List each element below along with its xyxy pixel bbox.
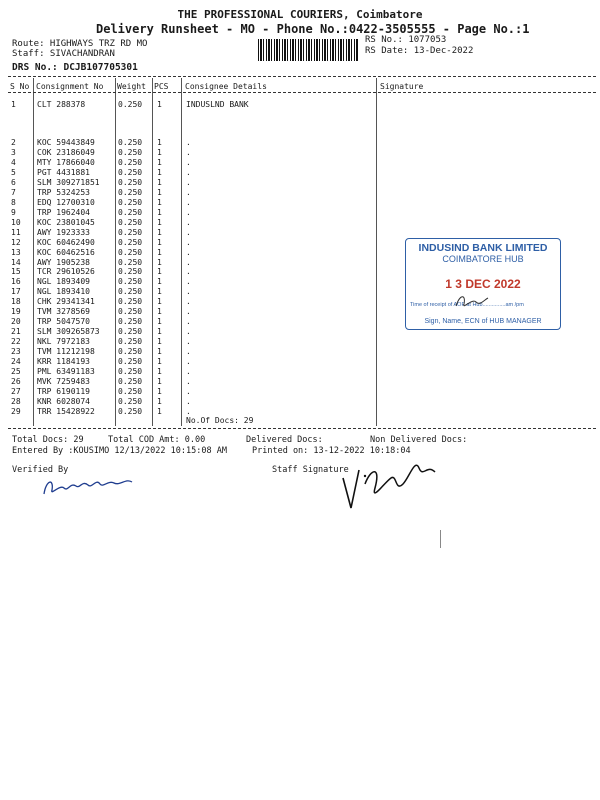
row-weight: 0.250 — [118, 396, 143, 406]
row-sno: 6 — [11, 177, 16, 187]
row-details: . — [186, 187, 191, 197]
row-sno: 10 — [11, 217, 21, 227]
row-details: . — [186, 406, 191, 416]
stamp-bank-name: INDUSIND BANK LIMITED — [418, 242, 548, 254]
row-sno: 18 — [11, 297, 21, 307]
staff-signature — [335, 448, 445, 513]
row-sno: 4 — [11, 157, 16, 167]
row-consignment: KOC 23801045 — [37, 217, 95, 227]
non-delivered-docs: Non Delivered Docs: — [370, 435, 468, 445]
row-weight: 0.250 — [118, 227, 143, 237]
table-row — [0, 138, 600, 148]
row-details: . — [186, 367, 191, 377]
row-weight: 0.250 — [118, 187, 143, 197]
staff-signature-label: Staff Signature — [272, 465, 349, 475]
table-row — [0, 100, 600, 110]
row-pcs: 1 — [157, 347, 162, 357]
row-consignment: KOC 60462490 — [37, 237, 95, 247]
row-sno: 7 — [11, 187, 16, 197]
row-pcs: 1 — [157, 100, 162, 109]
table-row — [0, 377, 600, 387]
row-pcs: 1 — [157, 207, 162, 217]
row-details: . — [186, 387, 191, 396]
row-pcs: 1 — [157, 396, 162, 406]
row-sno: 28 — [11, 396, 21, 406]
table-row — [0, 178, 600, 188]
row-consignment: KRR 1184193 — [37, 357, 90, 367]
row-details: . — [186, 247, 191, 257]
col-header-sno: S No — [10, 82, 30, 91]
row-weight: 0.250 — [118, 277, 143, 287]
row-details: . — [186, 287, 191, 297]
table-row — [0, 367, 600, 377]
table-row — [0, 198, 600, 208]
row-details: . — [186, 357, 191, 367]
row-consignment: KNR 6028074 — [37, 396, 90, 406]
row-pcs: 1 — [157, 267, 162, 277]
row-pcs: 1 — [157, 167, 162, 177]
drs-number: DRS No.: DCJB107705301 — [12, 62, 138, 73]
row-sno: 27 — [11, 387, 21, 396]
row-consignment: SLM 309271851 — [37, 177, 100, 187]
row-pcs: 1 — [157, 187, 162, 197]
row-sno: 1 — [11, 100, 16, 109]
entered-by: Entered By :KOUSIMO 12/13/2022 10:15:08 AM — [12, 446, 227, 456]
row-sno: 14 — [11, 257, 21, 267]
row-details: . — [186, 157, 191, 167]
row-consignment: TRP 5324253 — [37, 187, 90, 197]
table-row — [0, 168, 600, 178]
row-sno: 29 — [11, 406, 21, 416]
row-weight: 0.250 — [118, 247, 143, 257]
row-consignment: NGL 1893409 — [37, 277, 90, 287]
row-details: . — [186, 267, 191, 277]
row-details: . — [186, 317, 191, 327]
table-row — [0, 347, 600, 357]
row-sno: 5 — [11, 167, 16, 177]
row-details: . — [186, 257, 191, 267]
row-weight: 0.250 — [118, 337, 143, 347]
col-header-signature: Signature — [380, 82, 424, 91]
row-weight: 0.250 — [118, 387, 143, 396]
row-sno: 12 — [11, 237, 21, 247]
pen-mark — [440, 530, 441, 548]
row-weight: 0.250 — [118, 406, 143, 416]
row-consignment: CHK 29341341 — [37, 297, 95, 307]
stamp-hub: COIMBATORE HUB — [442, 254, 524, 264]
row-weight: 0.250 — [118, 297, 143, 307]
total-cod: Total COD Amt: 0.00 — [108, 435, 206, 445]
row-sno: 15 — [11, 267, 21, 277]
row-consignment: PML 63491183 — [37, 367, 95, 377]
row-pcs: 1 — [157, 357, 162, 367]
row-consignment: AWY 1905238 — [37, 257, 90, 267]
row-weight: 0.250 — [118, 307, 143, 317]
row-weight: 0.250 — [118, 377, 143, 387]
printed-on: Printed on: 13-12-2022 10:18:04 — [252, 446, 411, 456]
row-consignment: COK 23186049 — [37, 147, 95, 157]
col-header-pcs: PCS — [154, 82, 169, 91]
row-pcs: 1 — [157, 157, 162, 167]
row-consignment: TRP 6190119 — [37, 387, 90, 396]
row-consignment: AWY 1923333 — [37, 227, 90, 237]
divider-header — [8, 92, 596, 93]
row-consignment: EDQ 12700310 — [37, 197, 95, 207]
table-row — [0, 228, 600, 238]
row-details: . — [186, 297, 191, 307]
row-pcs: 1 — [157, 327, 162, 337]
divider-top — [8, 76, 596, 77]
row-sno: 3 — [11, 147, 16, 157]
row-pcs: 1 — [157, 177, 162, 187]
col-header-details: Consignee Details — [185, 82, 267, 91]
row-pcs: 1 — [157, 227, 162, 237]
rs-date: RS Date: 13-Dec-2022 — [365, 46, 474, 56]
row-weight: 0.250 — [118, 287, 143, 297]
row-pcs: 1 — [157, 317, 162, 327]
row-sno: 26 — [11, 377, 21, 387]
table-row — [0, 208, 600, 218]
row-pcs: 1 — [157, 367, 162, 377]
row-consignment: KOC 60462516 — [37, 247, 95, 257]
row-details: . — [186, 217, 191, 227]
row-weight: 0.250 — [118, 237, 143, 247]
row-consignment: NKL 7972183 — [37, 337, 90, 347]
table-row — [0, 188, 600, 198]
row-consignment: KOC 59443849 — [37, 138, 95, 147]
row-details: INDUSLND BANK — [186, 100, 249, 109]
row-pcs: 1 — [157, 257, 162, 267]
table-row — [0, 387, 600, 397]
route: Route: HIGHWAYS TRZ RD MO — [12, 39, 148, 49]
row-sno: 16 — [11, 277, 21, 287]
row-weight: 0.250 — [118, 347, 143, 357]
total-docs: Total Docs: 29 — [12, 435, 84, 445]
row-details: . — [186, 227, 191, 237]
table-row — [0, 148, 600, 158]
row-details: . — [186, 177, 191, 187]
row-weight: 0.250 — [118, 367, 143, 377]
row-weight: 0.250 — [118, 357, 143, 367]
divider-bottom — [8, 428, 596, 429]
row-pcs: 1 — [157, 197, 162, 207]
row-sno: 20 — [11, 317, 21, 327]
table-row — [0, 357, 600, 367]
table-row — [0, 337, 600, 347]
stamp-initial — [452, 290, 492, 312]
col-header-weight: Weight — [117, 82, 146, 91]
row-weight: 0.250 — [118, 257, 143, 267]
row-consignment: SLM 309265873 — [37, 327, 100, 337]
row-consignment: TRP 5047570 — [37, 317, 90, 327]
row-consignment: MTY 17866040 — [37, 157, 95, 167]
row-details: . — [186, 197, 191, 207]
row-consignment: CLT 288378 — [37, 100, 86, 109]
stamp-sign-line: Sign, Name, ECN of HUB MANAGER — [424, 318, 542, 325]
row-consignment: PGT 4431881 — [37, 167, 90, 177]
table-row — [0, 397, 600, 407]
row-details: . — [186, 237, 191, 247]
row-pcs: 1 — [157, 237, 162, 247]
row-consignment: TVM 11212198 — [37, 347, 95, 357]
row-details: . — [186, 207, 191, 217]
row-sno: 2 — [11, 138, 16, 147]
col-header-consignment: Consignment No — [36, 82, 104, 91]
company-name: THE PROFESSIONAL COURIERS, Coimbatore — [177, 8, 423, 21]
row-sno: 19 — [11, 307, 21, 317]
row-weight: 0.250 — [118, 197, 143, 207]
row-details: . — [186, 167, 191, 177]
row-details: . — [186, 377, 191, 387]
row-consignment: TRR 15428922 — [37, 406, 95, 416]
row-weight: 0.250 — [118, 327, 143, 337]
barcode — [258, 39, 358, 61]
row-sno: 23 — [11, 347, 21, 357]
row-weight: 0.250 — [118, 267, 143, 277]
row-weight: 0.250 — [118, 217, 143, 227]
row-sno: 13 — [11, 247, 21, 257]
delivered-docs: Delivered Docs: — [246, 435, 323, 445]
runsheet-title: Delivery Runsheet - MO - Phone No.:0422-3505555 - Page No.:1 — [96, 22, 530, 36]
table-row — [0, 158, 600, 168]
rs-number: RS No.: 1077053 — [365, 35, 447, 45]
row-sno: 25 — [11, 367, 21, 377]
row-sno: 21 — [11, 327, 21, 337]
row-pcs: 1 — [157, 387, 162, 396]
verified-signature — [40, 470, 140, 500]
row-pcs: 1 — [157, 307, 162, 317]
row-sno: 17 — [11, 287, 21, 297]
row-consignment: MVK 7259483 — [37, 377, 90, 387]
row-pcs: 1 — [157, 287, 162, 297]
row-weight: 0.250 — [118, 177, 143, 187]
row-consignment: TCR 29610526 — [37, 267, 95, 277]
row-weight: 0.250 — [118, 317, 143, 327]
row-details: . — [186, 396, 191, 406]
stamp-date: 1 3 DEC 2022 — [445, 277, 521, 291]
row-pcs: 1 — [157, 377, 162, 387]
row-pcs: 1 — [157, 138, 162, 147]
verified-by-label: Verified By — [12, 465, 69, 475]
row-weight: 0.250 — [118, 147, 143, 157]
row-pcs: 1 — [157, 217, 162, 227]
row-sno: 8 — [11, 197, 16, 207]
staff: Staff: SIVACHANDRAN — [12, 49, 115, 59]
row-consignment: TVM 3278569 — [37, 307, 90, 317]
row-consignment: TRP 1962404 — [37, 207, 90, 217]
row-details: . — [186, 337, 191, 347]
row-weight: 0.250 — [118, 138, 143, 147]
bank-stamp — [405, 238, 561, 330]
row-pcs: 1 — [157, 297, 162, 307]
row-consignment: NGL 1893410 — [37, 287, 90, 297]
row-pcs: 1 — [157, 147, 162, 157]
row-sno: 9 — [11, 207, 16, 217]
row-sno: 24 — [11, 357, 21, 367]
row-details: . — [186, 138, 191, 147]
row-sno: 11 — [11, 227, 21, 237]
stamp-receipt-time: Time of receipt of AOF at Hub...............am /pm — [410, 302, 524, 308]
row-details: . — [186, 327, 191, 337]
row-weight: 0.250 — [118, 167, 143, 177]
row-details: . — [186, 307, 191, 317]
row-pcs: 1 — [157, 406, 162, 416]
no-of-docs: No.Of Docs: 29 — [186, 416, 254, 425]
row-pcs: 1 — [157, 337, 162, 347]
row-sno: 22 — [11, 337, 21, 347]
table-row — [0, 407, 600, 417]
row-details: . — [186, 147, 191, 157]
row-weight: 0.250 — [118, 207, 143, 217]
row-pcs: 1 — [157, 277, 162, 287]
row-details: . — [186, 347, 191, 357]
row-pcs: 1 — [157, 247, 162, 257]
row-details: . — [186, 277, 191, 287]
table-row — [0, 218, 600, 228]
row-weight: 0.250 — [118, 157, 143, 167]
row-weight: 0.250 — [118, 100, 143, 109]
